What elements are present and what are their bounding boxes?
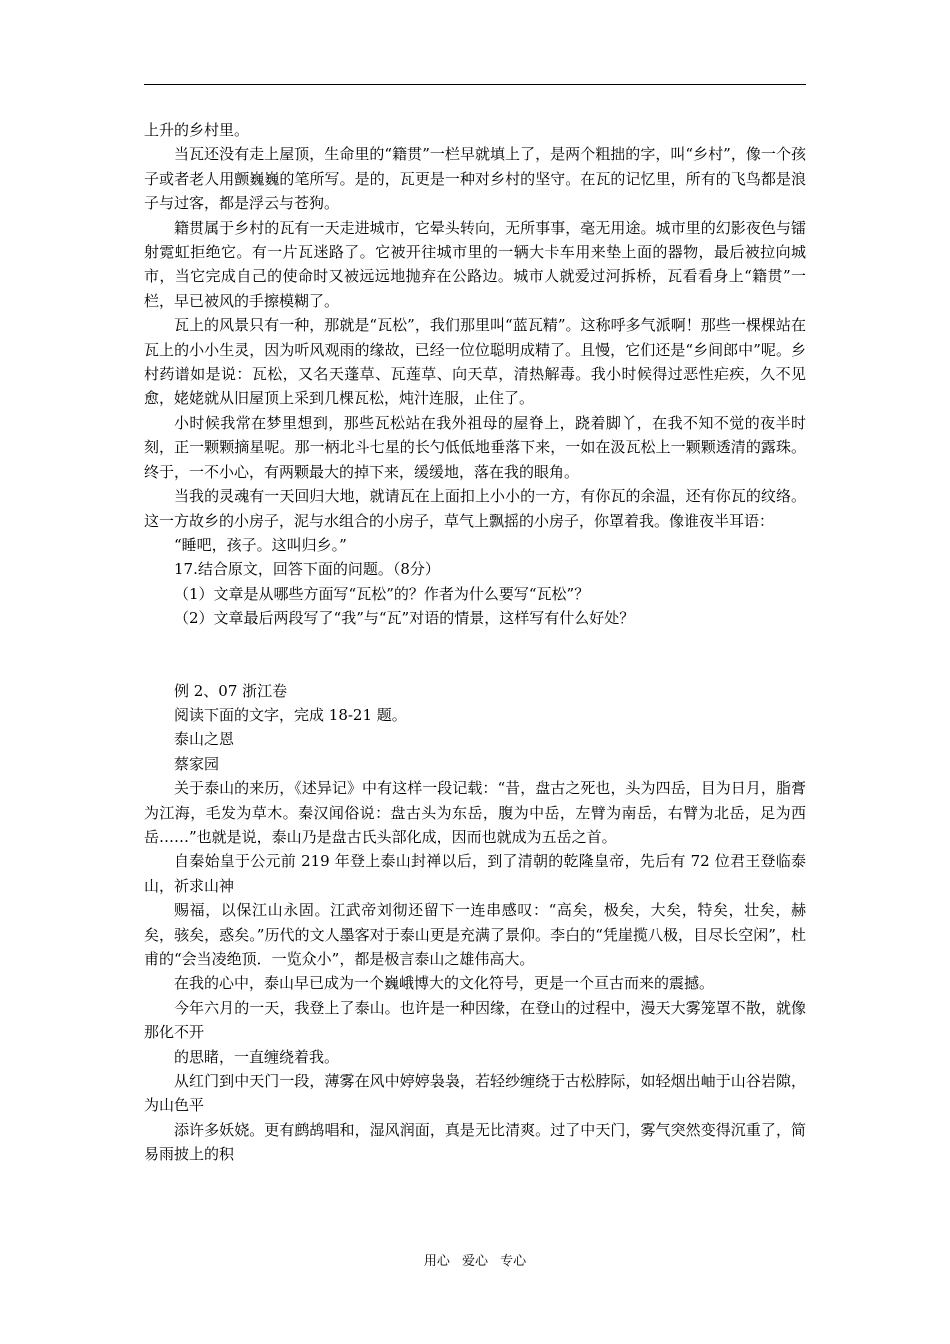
paragraph: 在我的心中，泰山早已成为一个巍峨博大的文化符号，更是一个亘古而来的震撼。 [174,974,715,993]
header-rule [144,84,806,85]
paragraph: 的思睹，一直缠绕着我。 [174,1047,340,1066]
paragraph: 从红门到中天门一段，薄雾在风中婷婷袅袅，若轻纱缠绕于古松脖际，如轻烟出岫于山谷岩隙，为山色平 [144,1072,806,1115]
paragraph: 小时候我常在梦里想到，那些瓦松站在我外祖母的屋脊上，跷着脚丫，在我不知不觉的夜半时刻，正一颗颗摘星呢。那一柄北斗七星的长勺低低地垂落下来，一如在汲瓦松上一颗颗透清的露珠。终于，一不小心，有两颗最大的掉下来，缓缓地，落在我的眼角。 [144,413,806,481]
article-author: 蔡家园 [174,754,220,773]
question-item: （1）文章是从哪些方面写“瓦松”的？作者为什么要写“瓦松”？ [174,584,590,603]
question-item: （2）文章最后两段写了“我”与“瓦”对语的情景，这样写有什么好处？ [174,609,635,628]
paragraph: 上升的乡村里。 [144,121,250,139]
paragraph: 关于泰山的来历，《述异记》中有这样一段记载：“昔，盘古之死也，头为四岳，目为日月，脂膏为江海，毛发为草木。秦汉闻俗说：盘古头为东岳，腹为中岳，左臂为南岳，右臂为北岳，足为西岳……”也就是说，泰山乃是盘古氏头部化成，因而也就成为五岳之首。 [144,779,806,846]
paragraph: “睡吧，孩子。这叫归乡。” [174,535,347,554]
paragraph: 自秦始皇于公元前 219 年登上泰山封禅以后，到了清朝的乾隆皇帝，先后有 72 位君王登临泰山，祈求山神 [144,852,806,895]
paragraph: 当我的灵魂有一天回归大地，就请瓦在上面扣上小小的一方，有你瓦的余温，还有你瓦的纹络。这一方故乡的小房子，泥与水组合的小房子，草气上飘摇的小房子，你罩着我。像谁夜半耳语： [144,487,806,530]
example-heading: 例 2、07 浙江卷 [174,681,288,700]
article-title: 泰山之恩 [174,730,235,749]
page-footer: 用心 爱心 专心 [423,1254,527,1269]
document-body [144,118,806,1167]
paragraph: 籍贯属于乡村的瓦有一天走进城市，它晕头转向，无所事事，毫无用途。城市里的幻影夜色与镭射霓虹拒绝它。有一片瓦迷路了。它被开往城市里的一辆大卡车用来垫上面的器物，最后被拉向城市，当它完成自己的使命时又被远远地抛弃在公路边。城市人就爱过河拆桥，瓦看看身上“籍贯”一栏，早已被风的手擦模糊了。 [144,218,806,310]
question-heading: 17.结合原文，回答下面的问题。（8分） [174,560,440,579]
instruction: 阅读下面的文字，完成 18-21 题。 [174,705,407,724]
paragraph: 瓦上的风景只有一种，那就是“瓦松”，我们那里叫“蓝瓦精”。这称呼多气派啊！那些一棵棵站在瓦上的小小生灵，因为听风观雨的缘故，已经一位位聪明成精了。且慢，它们还是“乡间郎中”呢。乡村药谱如是说：瓦松，又名天蓬草、瓦莲草、向天草，清热解毒。我小时候得过恶性疟疾，久不见愈，姥姥就从旧屋顶上采到几棵瓦松，炖汁连服，止住了。 [144,316,806,408]
paragraph: 赐福，以保江山永固。江武帝刘彻还留下一连串感叹：“高矣，极矣，大矣，特矣，壮矣，赫矣，骇矣，惑矣。”历代的文人墨客对于泰山更是充满了景仰。李白的“凭崖揽八极，目尽长空闲”，杜甫的“会当凌绝顶．一览众小”，都是极言泰山之雄伟高大。 [144,901,806,968]
paragraph: 当瓦还没有走上屋顶，生命里的“籍贯”一栏早就填上了，是两个粗拙的字，叫“乡村”，像一个孩子或者老人用颤巍巍的笔所写。是的，瓦更是一种对乡村的坚守。在瓦的记忆里，所有的飞鸟都是浪子与过客，都是浮云与苍狗。 [144,145,806,213]
paragraph: 添许多妖娆。更有鹧鸪唱和，湿风润面，真是无比清爽。过了中天门，雾气突然变得沉重了，简易雨披上的积 [144,1120,806,1164]
paragraph: 今年六月的一天，我登上了泰山。也许是一种因缘，在登山的过程中，漫天大雾笼罩不散，就像那化不开 [144,998,806,1042]
section-gap [144,631,806,679]
